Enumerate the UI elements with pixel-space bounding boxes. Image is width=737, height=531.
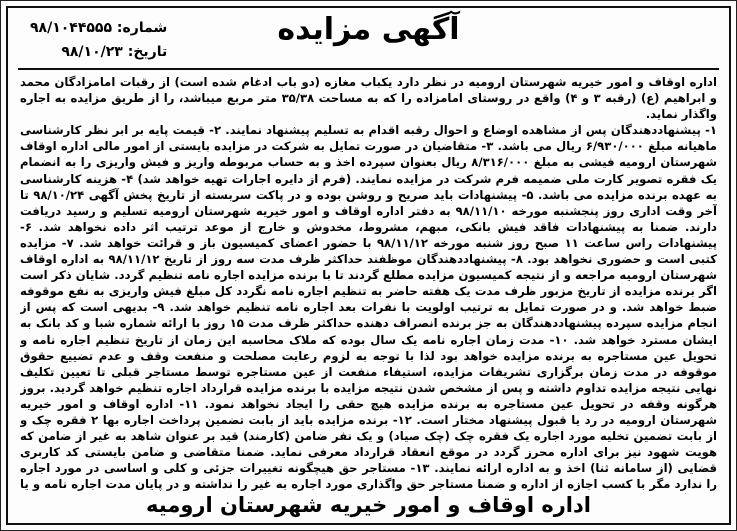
notice-number: شماره: ۹۸/۱۰۴۴۵۵۵ <box>30 20 168 36</box>
notice-title: آگهی مزایده <box>277 12 460 47</box>
notice-body <box>20 74 717 494</box>
notice-footer: اداره اوقاف و امور خیریه شهرستان ارومیه <box>146 493 591 517</box>
notice-frame <box>6 6 731 525</box>
notice-intro: اداره اوقاف و امور خیریه شهرستان ارومیه در نظر دارد یکباب مغازه (دو باب ادغام شده است) از رقبات امامزادگان محمد و ابراهیم (ع) (رقبه ۳ و ۴) واقع در روستای امامزاده را که به مساحت ۳۵/۳۸ متر مربع میباشد، را از طریق مزایده به اجاره واگذار نماید. <box>20 75 717 122</box>
notice-date: تاریخ: ۹۸/۱۰/۲۳ <box>61 44 168 60</box>
notice-conditions: ۱- پیشنهاددهندگان پس از مشاهده اوضاع و احوال رقبه اقدام به تسلیم پیشنهاد نمایند. ۲- قیمت پایه بر ابر نظر کارشناسی ماهیانه مبلغ ۶/۹۳۰/۰۰۰ ریال می باشد. ۳- متقاضیان در صورت تمایل به شرکت در مزایده بایستی از امور مالی اداره اوقاف شهرستان ارومیه فیشی به مبلغ ۸/۳۱۶/۰۰۰ ریال بعنوان سپرده اخذ و به حساب مربوطه واریز و فیش واریزی را به انضمام یک فقره تصویر کارت ملی ضمیمه فرم شرکت در مزایده نمایند. (فرم از دایره اجارات تهیه خواهد شد) ۴- هزینه کارشناسی به عهده برنده مزایده می باشد. ۵- پیشنهادات باید صریح و روشن بوده و در پاکت سربسته از تاریخ پخش آگهی ۹۸/۱۰/۲۴ تا آخر وقت اداری روز پنجشنبه مورخه ۹۸/۱۱/۱۰ به دفتر اداره اوقاف و امور خیریه شهرستان ارومیه تسلیم و رسید دریافت دارند. ضمنا به پیشنهادات فاقد فیش بانکی، مبهم، مشروط، مخدوش و خارج از موعد ترتیب اثر داده نخواهد شد. ۶- پیشنهادات راس ساعت ۱۱ صبح روز شنبه مورخه ۹۸/۱۱/۱۲ با حضور اعضای کمیسیون باز و قرائت خواهد شد. ۷- مزایده کتبی است و حضوری نخواهد بود. ۸- پیشنهاددهندگان موظفند حداکثر ظرف مدت سه روز از تاریخ ۹۸/۱۱/۱۲ به اداره اوقاف شهرستان ارومیه مراجعه و از نتیجه کمیسیون مزایده مطلع گردند تا با برنده مزایده اجاره نامه تنظیم گردد. شایان ذکر است اگر برنده مزایده از تاریخ مزبور ظرف مدت یک هفته حاضر به تنظیم اجاره نامه نگردد کل مبلغ فیش واریزی به نفع موقوفه ضبط خواهد شد. و در صورت تمایل به ترتیب اولویت با نفرات بعد اجاره نامه تنظیم خواهد شد. ۹- بدیهی است که پس از انجام مزایده سپرده پیشنهاددهندگان به جز برنده انصراف دهنده حداکثر ظرف مدت ۱۵ روز با ارائه شماره شبا و کد بانک به ایشان مسترد خواهد شد. ۱۰- مدت زمان اجاره نامه یک سال بوده که ملاک محاسبه این زمان از تاریخ تنظیم اجاره نامه و تحویل عین مستاجره به برنده مزایده خواهد بود لذا با توجه به لزوم رعایت مصلحت و منفعت وقف و عدم تضییع حقوق موقوفه در مدت زمان برگزاری تشریفات مزایده، استیفاء منفعت از عین مستاجره توسط مستاجر قبلی تا تعیین تکلیف نهایی نتیجه مزایده تداوم داشته و پس از مشخص شدن نتیجه مزایده با برنده مزایده قرارداد اجاره تنظیم خواهد گردید. بروز هرگونه وقفه در تحویل عین مستاجره به برنده مزایده هیچ حقی را ایجاد نخواهد نمود. ۱۱- اداره اوقاف و امور خیریه شهرستان ارومیه در رد یا قبول پیشنهاد مختار است. ۱۲- برنده مزایده باید از بابت تضمین پرداخت اجاره بها ۲ فقره چک و از بابت تضمین تخلیه مورد اجاره یک فقره چک (چک صیاد) و یک نفر ضامن (کارمند) قید بر عنوان شاهد به غیر از ضامن که هویت شهود نیز برای اداره محرز گردد در موقع انعقاد قرارداد معرفی نماید. ضمنا متقاضی و ضامن بایستی کد کاربری قضایی (از سامانه ثنا) اخذ و به اداره ارائه نمایند. ۱۳- مستاجر حق هیچگونه تغییرات جزئی و کلی و اساسی در مورد اجاره را ندارد مگر با کسب اجازه از اداره و ضمنا مستاجر حق واگذاری مورد اجاره به غیر را نداشته و در پایان مدت اجاره نامه و یا <box>20 123 717 492</box>
notice-meta <box>30 16 167 64</box>
header-divider <box>18 68 719 70</box>
notice-header <box>8 8 729 68</box>
